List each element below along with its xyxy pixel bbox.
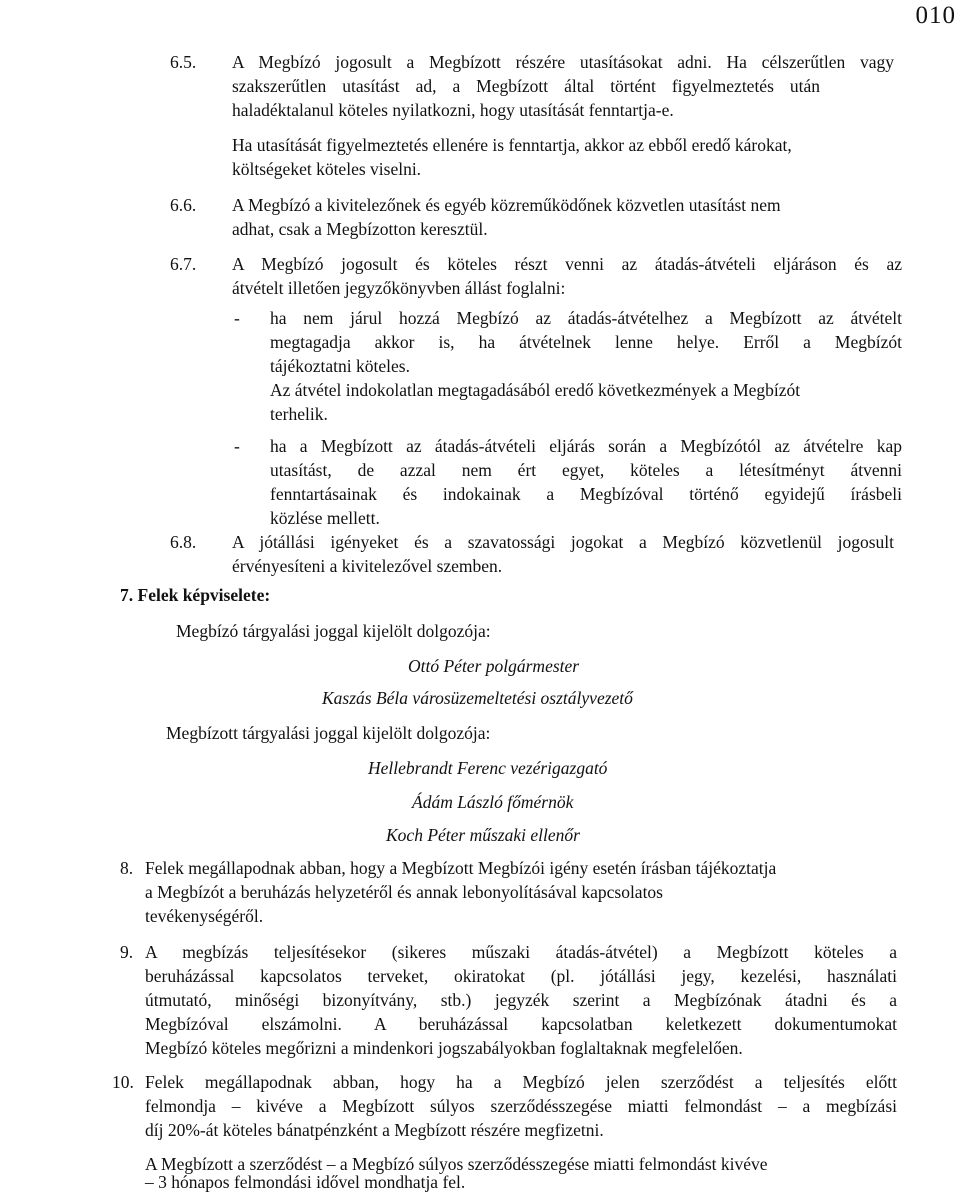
text-line: A Megbízó jogosult a Megbízott részére utasításokat adni. Ha célszerűtlen vagy — [232, 52, 894, 72]
text-line: átvételt illetően jegyzőkönyvben állást foglalni: — [232, 278, 566, 298]
page-number: 010 — [915, 2, 956, 29]
text-line: tevékenységéről. — [145, 906, 264, 926]
section-number: 9. — [120, 942, 134, 962]
text-line: A Megbízó jogosult és köteles részt venni az átadás-átvételi eljáráson és az — [232, 254, 902, 274]
text-line: felmondja – kivéve a Megbízott súlyos szerződésszegése miatti felmondást – a megbízási — [145, 1096, 897, 1116]
section-number: 6.8. — [170, 532, 197, 552]
text-line: adhat, csak a Megbízotton keresztül. — [232, 219, 488, 239]
representative-name: Kaszás Béla városüzemeltetési osztályvezető — [322, 688, 633, 708]
text-line: Az átvétel indokolatlan megtagadásából eredő következmények a Megbízót — [270, 380, 801, 400]
bullet-dash: - — [234, 436, 240, 456]
text-line: szakszerűtlen utasítást ad, a Megbízott által történt figyelmeztetés után — [232, 76, 820, 96]
section-number: 8. — [120, 858, 134, 878]
section-number: 6.7. — [170, 254, 197, 274]
text-line: közlése mellett. — [270, 508, 380, 528]
text-line: a Megbízót a beruházás helyzetéről és annak lebonyolításával kapcsolatos — [145, 882, 663, 902]
text-line: Megbízó köteles megőrizni a mindenkori jogszabályokban foglaltaknak megfelelően. — [145, 1038, 743, 1058]
text-line: megtagadja akkor is, ha átvételnek lenne helye. Erről a Megbízót — [270, 332, 902, 352]
text-line: haladéktalanul köteles nyilatkozni, hogy utasítását fenntartja-e. — [232, 100, 674, 120]
bullet-dash: - — [234, 308, 240, 328]
representative-name: Koch Péter műszaki ellenőr — [386, 825, 580, 845]
representative-name: Ottó Péter polgármester — [408, 656, 580, 676]
section-number: 6.5. — [170, 52, 197, 72]
text-line: tájékoztatni köteles. — [270, 356, 410, 376]
text-line: A Megbízó a kivitelezőnek és egyéb közreműködőnek közvetlen utasítást nem — [232, 195, 781, 215]
text-line: költségeket köteles viselni. — [232, 159, 422, 179]
text-line: – 3 hónapos felmondási idővel mondhatja fel. — [145, 1172, 466, 1192]
representative-label: Megbízott tárgyalási joggal kijelölt dolgozója: — [166, 723, 491, 743]
section-heading: 7. Felek képviselete: — [120, 585, 271, 605]
representative-label: Megbízó tárgyalási joggal kijelölt dolgozója: — [176, 621, 491, 641]
representative-name: Hellebrandt Ferenc vezérigazgató — [368, 758, 608, 778]
text-line: A jótállási igényeket és a szavatossági jogokat a Megbízó közvetlenül jogosult — [232, 532, 894, 552]
text-line: beruházással kapcsolatos terveket, okiratokat (pl. jótállási jegy, kezelési, használati — [145, 966, 897, 986]
text-line: A Megbízott a szerződést – a Megbízó súlyos szerződésszegése miatti felmondást kivéve — [145, 1154, 768, 1174]
text-line: Felek megállapodnak abban, hogy ha a Megbízó jelen szerződést a teljesítés előtt — [145, 1072, 897, 1092]
text-line: ha a Megbízott az átadás-átvételi eljárás során a Megbízótól az átvételre kap — [270, 436, 902, 456]
text-line: érvényesíteni a kivitelezővel szemben. — [232, 556, 503, 576]
text-line: Felek megállapodnak abban, hogy a Megbízott Megbízói igény esetén írásban tájékoztatja — [145, 858, 777, 878]
text-line: díj 20%-át köteles bánatpénzként a Megbízott részére megfizetni. — [145, 1120, 604, 1140]
representative-name: Ádám László főmérnök — [412, 792, 574, 812]
text-line: fenntartásainak és indokainak a Megbízóval történő egyidejű írásbeli — [270, 484, 902, 504]
text-line: terhelik. — [270, 404, 328, 424]
text-line: Megbízóval elszámolni. A beruházással kapcsolatban keletkezett dokumentumokat — [145, 1014, 897, 1034]
section-number: 6.6. — [170, 195, 197, 215]
text-line: A megbízás teljesítésekor (sikeres műszaki átadás-átvétel) a Megbízott köteles a — [145, 942, 897, 962]
text-line: útmutató, minőségi bizonyítvány, stb.) jegyzék szerint a Megbízónak átadni és a — [145, 990, 897, 1010]
text-line: ha nem járul hozzá Megbízó az átadás-átvételhez a Megbízott az átvételt — [270, 308, 902, 328]
text-line: Ha utasítását figyelmeztetés ellenére is fenntartja, akkor az ebből eredő károkat, — [232, 135, 792, 155]
text-line: utasítást, de azzal nem ért egyet, köteles a létesítményt átvenni — [270, 460, 902, 480]
section-number: 10. — [112, 1072, 134, 1092]
